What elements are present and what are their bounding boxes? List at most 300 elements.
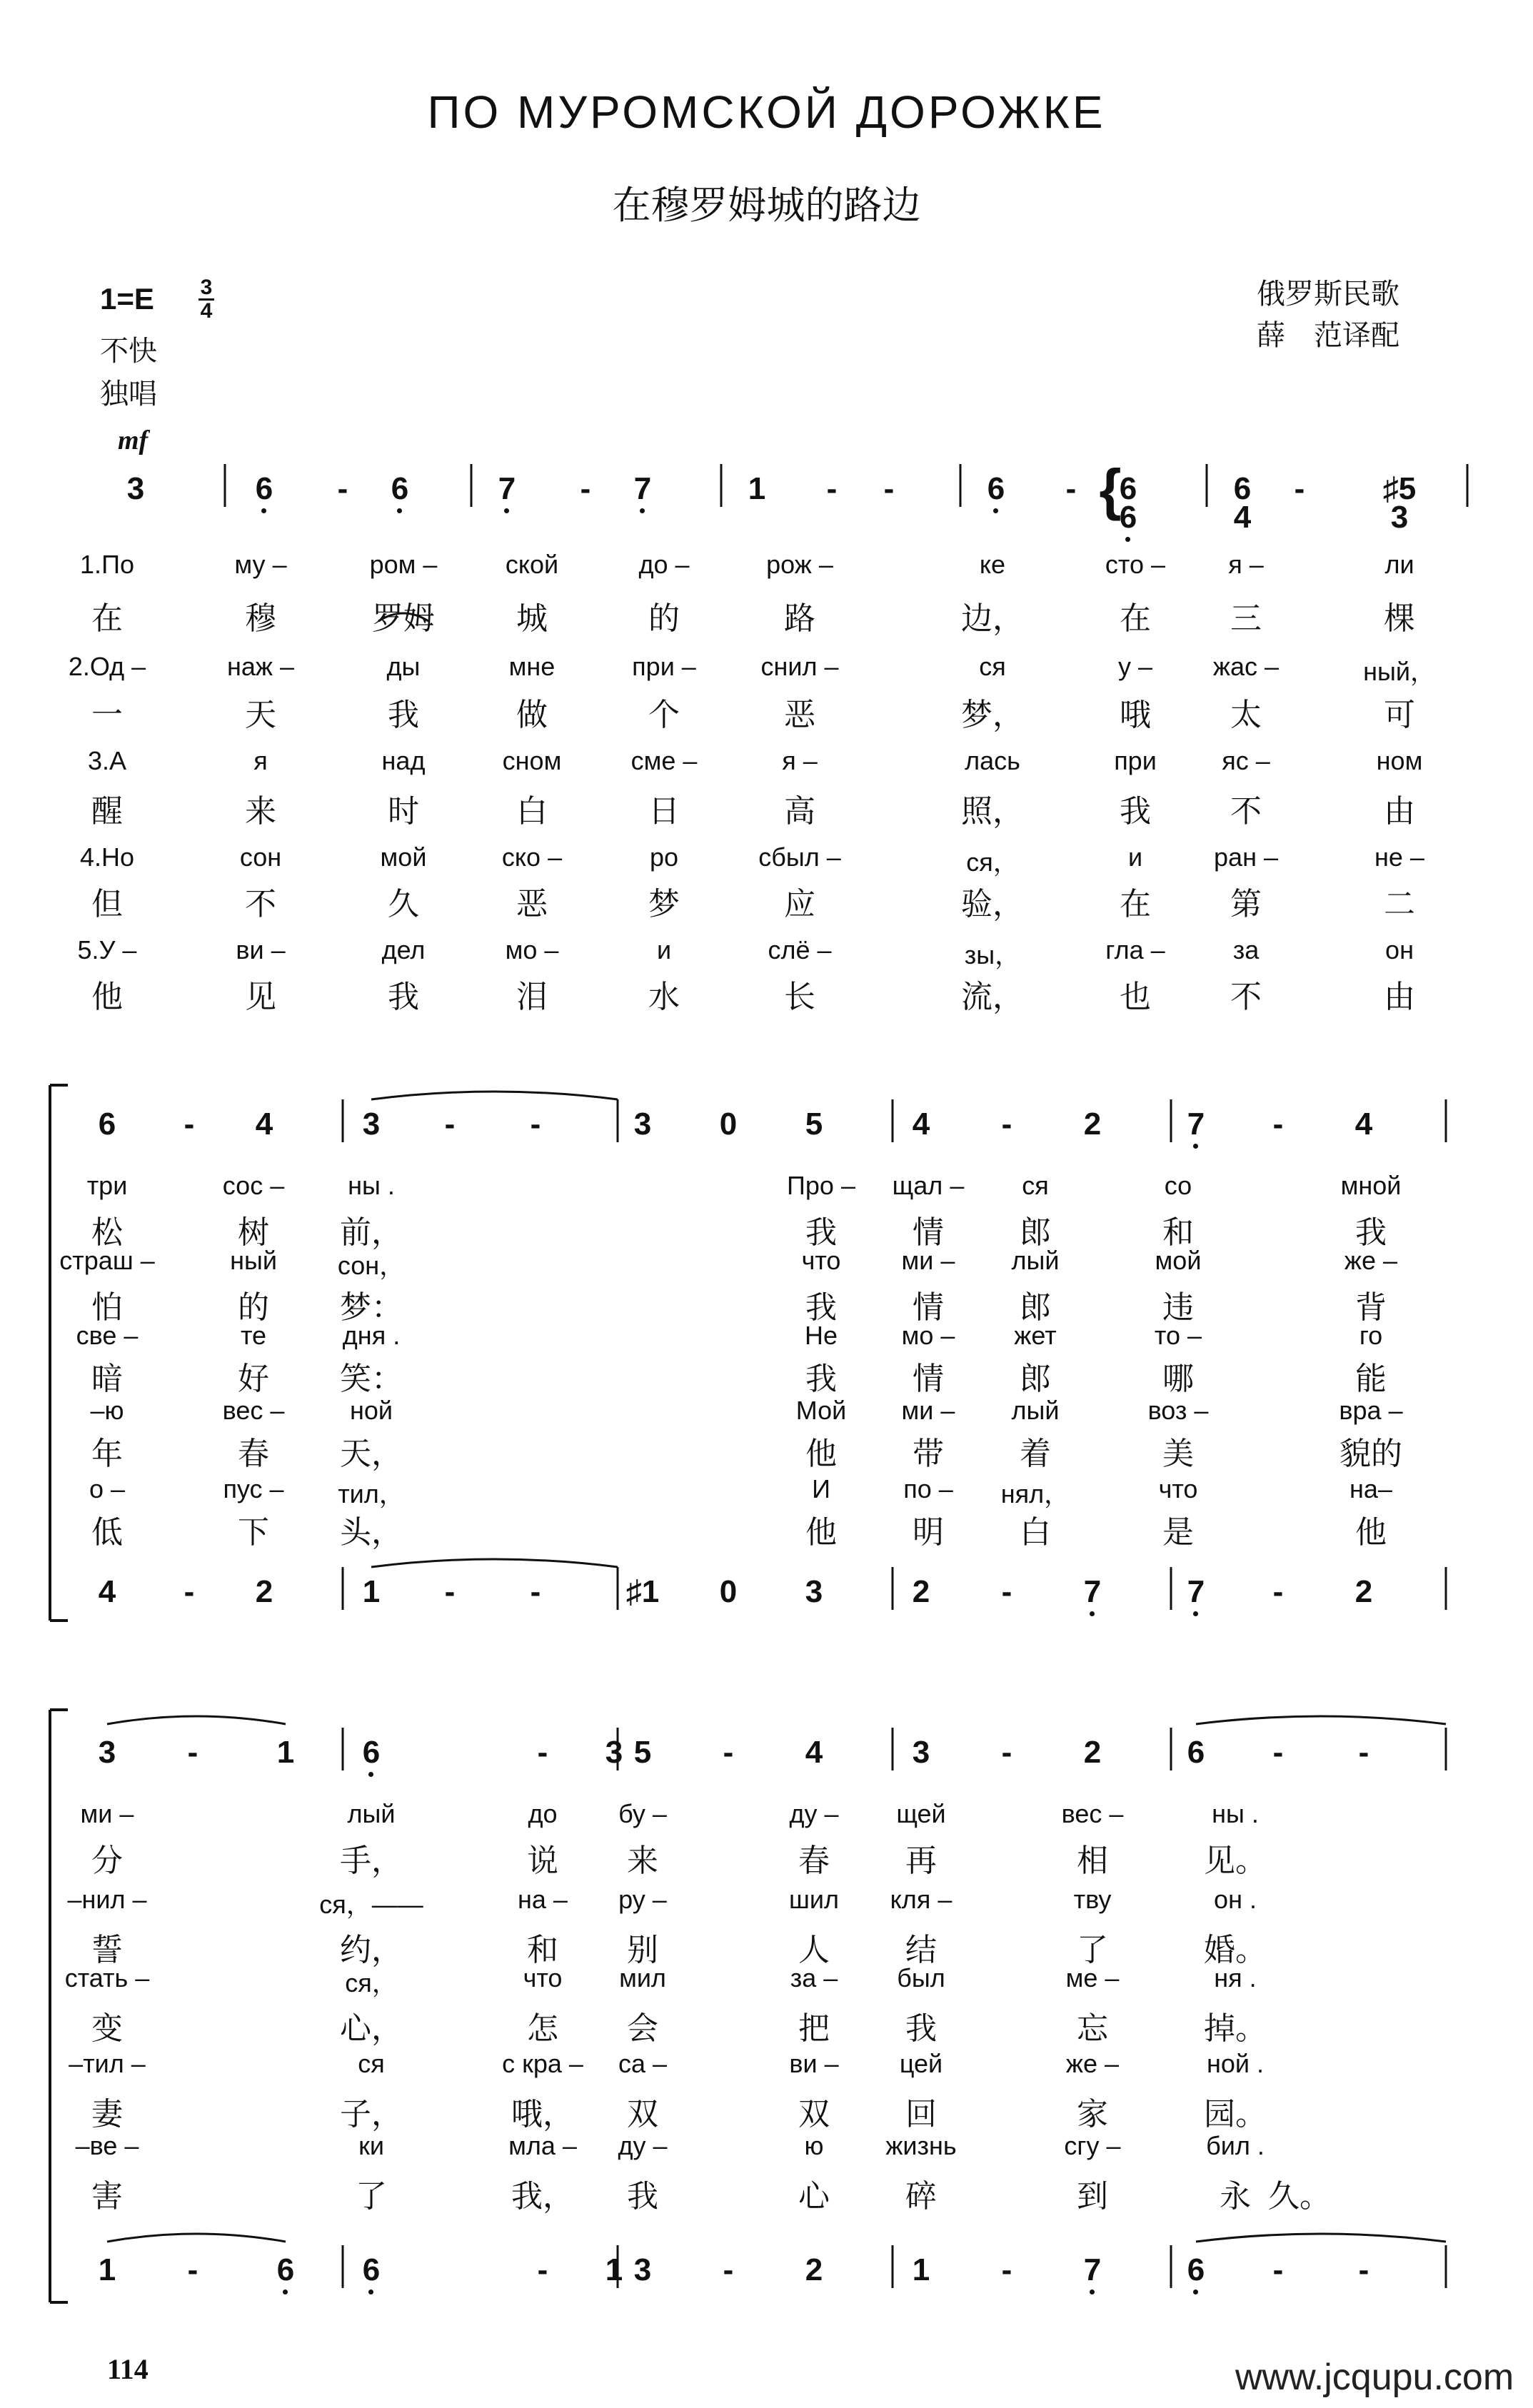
lyric-zh: 他 bbox=[805, 1514, 837, 1551]
lyric-ru: мной bbox=[1340, 1171, 1402, 1200]
lyric-ru: ся bbox=[979, 652, 1006, 681]
lyric-zh: 久 bbox=[388, 886, 419, 922]
note: - bbox=[1272, 1735, 1284, 1770]
lyric-zh: 貌的 bbox=[1340, 1436, 1402, 1472]
lyric-ru: же – bbox=[1344, 1246, 1398, 1275]
lyric-zh: 我 bbox=[1355, 1214, 1387, 1251]
lyric-ru: и bbox=[1127, 842, 1143, 872]
note: - bbox=[1001, 1735, 1012, 1770]
lyric-ru: сбыл – bbox=[758, 842, 841, 872]
note: 6 bbox=[1187, 2252, 1205, 2287]
lyric-ru: ный， bbox=[1363, 657, 1436, 686]
lyric-zh: 誓 bbox=[91, 1932, 123, 1968]
dynamic-marking: mf bbox=[118, 425, 149, 455]
lyric-zh: 人 bbox=[798, 1932, 830, 1968]
lyric-ru: ру – bbox=[618, 1885, 667, 1914]
lyric-ru: гла – bbox=[1105, 935, 1165, 964]
note: 0 bbox=[719, 1107, 738, 1142]
lyric-zh: 违 bbox=[1162, 1289, 1194, 1326]
note: - bbox=[1294, 471, 1305, 506]
note: 7 bbox=[633, 471, 652, 506]
note: 6 bbox=[1187, 1735, 1205, 1770]
lyric-ru: до bbox=[528, 1799, 558, 1828]
note: 6 bbox=[391, 471, 409, 506]
lyric-zh: 棵 bbox=[1384, 600, 1415, 637]
lyric-zh: 情 bbox=[913, 1214, 944, 1251]
lyric-ru: ран – bbox=[1214, 842, 1278, 872]
lyric-zh: 他 bbox=[1355, 1514, 1387, 1551]
lyric-ru: я – bbox=[782, 746, 818, 775]
lyric-ru: за – bbox=[790, 1963, 838, 1993]
note: 5 bbox=[805, 1107, 823, 1142]
lyric-zh: 了 bbox=[1077, 1932, 1108, 1968]
note: - bbox=[1272, 2252, 1284, 2287]
note: - bbox=[723, 2252, 734, 2287]
note: 4 bbox=[98, 1574, 116, 1609]
lyric-ru: с кра – bbox=[502, 2049, 583, 2078]
lyric-zh: 天 bbox=[245, 697, 276, 733]
note: - bbox=[444, 1107, 456, 1142]
note: 7 bbox=[1187, 1107, 1205, 1142]
lyric-zh: 穆 bbox=[245, 600, 276, 637]
note: 6 bbox=[98, 1107, 116, 1142]
lyric-zh: 不 bbox=[245, 886, 276, 922]
song-subtitle: 在穆罗姆城的路边 bbox=[612, 183, 921, 228]
lyric-ru: стать – bbox=[64, 1963, 150, 1993]
tie-arc bbox=[1196, 1716, 1446, 1724]
note: ♯5 bbox=[1382, 471, 1417, 506]
note: 3 bbox=[1390, 500, 1409, 535]
lyric-ru: ды bbox=[386, 652, 421, 681]
lyric-zh: 在 bbox=[1120, 886, 1151, 922]
lyric-ru: –ве – bbox=[75, 2131, 139, 2160]
lyric-ru: по – bbox=[903, 1474, 953, 1503]
lyric-zh: 郎 bbox=[1020, 1214, 1051, 1251]
lyric-zh: 相 bbox=[1077, 1843, 1108, 1879]
note: 2 bbox=[912, 1574, 930, 1609]
watermark: www.jcqupu.com bbox=[1235, 2357, 1514, 2398]
lyric-ru: 5.У – bbox=[77, 935, 137, 964]
note: - bbox=[537, 2252, 548, 2287]
lyric-zh: 一 bbox=[91, 697, 123, 733]
note: 2 bbox=[1083, 1735, 1102, 1770]
lyric-ru: ром – bbox=[369, 550, 438, 579]
lyric-zh: 泪 bbox=[516, 979, 548, 1015]
lyric-zh: 哦 bbox=[1120, 697, 1151, 733]
lyric-zh: 再 bbox=[905, 1843, 937, 1879]
lyric-ru: яс – bbox=[1222, 746, 1270, 775]
translator-credit: 薛 范译配 bbox=[1257, 319, 1399, 352]
lyric-ru: на– bbox=[1349, 1474, 1392, 1503]
tie-arc bbox=[371, 1559, 618, 1567]
note: 3 bbox=[126, 471, 145, 506]
lyric-zh: 碎 bbox=[905, 2178, 937, 2215]
note: 1 bbox=[276, 1735, 295, 1770]
lyric-ru: жет bbox=[1014, 1321, 1057, 1350]
lyric-ru: ро bbox=[649, 842, 679, 872]
lower-octave-dot bbox=[1193, 1611, 1198, 1616]
lyric-zh: 不 bbox=[1230, 793, 1262, 830]
lyric-zh: 长 bbox=[784, 979, 815, 1015]
lyric-zh: 我 bbox=[805, 1214, 837, 1251]
lyric-zh: 验， bbox=[961, 886, 1024, 922]
time-signature-bottom: 4 bbox=[200, 299, 213, 323]
lyric-ru: пус – bbox=[223, 1474, 284, 1503]
lyric-zh: 梦 bbox=[648, 886, 680, 922]
lyric-zh: 春 bbox=[798, 1843, 830, 1879]
lyric-ru: сто – bbox=[1105, 550, 1166, 579]
note: 7 bbox=[1083, 1574, 1102, 1609]
lyric-ru: лась bbox=[965, 746, 1020, 775]
note: 4 bbox=[255, 1107, 273, 1142]
lyric-ru: све – bbox=[76, 1321, 139, 1350]
note: - bbox=[530, 1574, 541, 1609]
lyric-zh: 家 bbox=[1077, 2096, 1108, 2132]
lyric-zh: 城 bbox=[516, 600, 548, 637]
note: 5 bbox=[633, 1735, 652, 1770]
lyric-ru: –ю bbox=[90, 1396, 124, 1425]
note: 2 bbox=[1083, 1107, 1102, 1142]
lyric-zh: 子， bbox=[340, 2096, 403, 2132]
note: - bbox=[337, 471, 348, 506]
lyric-zh: 掉。 bbox=[1204, 2010, 1267, 2047]
lyric-ru: щал – bbox=[892, 1171, 965, 1200]
lyric-ru: –тил – bbox=[69, 2049, 146, 2078]
lyric-ru: нял， bbox=[1000, 1479, 1070, 1508]
lyric-zh: 可 bbox=[1384, 697, 1415, 733]
note: 6 bbox=[255, 471, 273, 506]
time-signature-top: 3 bbox=[200, 276, 213, 299]
lyric-ru: ный bbox=[230, 1246, 277, 1275]
lyric-ru: страш – bbox=[59, 1246, 155, 1275]
lyric-ru: Мой bbox=[795, 1396, 847, 1425]
note: 3 bbox=[605, 1735, 623, 1770]
note: - bbox=[723, 1735, 734, 1770]
lower-octave-dot bbox=[993, 508, 998, 513]
lyric-zh: 白 bbox=[1020, 1514, 1051, 1551]
lyric-ru: сон， bbox=[337, 1251, 406, 1280]
lyric-ru: ю bbox=[804, 2131, 824, 2160]
lyric-zh: 天， bbox=[340, 1436, 403, 1472]
note: 4 bbox=[1354, 1107, 1373, 1142]
lyric-zh: 他 bbox=[91, 979, 123, 1015]
note: 7 bbox=[498, 471, 516, 506]
lyric-ru: ся， bbox=[966, 847, 1019, 877]
lyric-zh: 我 bbox=[388, 979, 419, 1015]
lyric-zh: 照， bbox=[961, 793, 1024, 830]
lyric-zh: 醒 bbox=[91, 793, 123, 830]
performance-marking: 独唱 bbox=[100, 378, 157, 410]
lyric-zh: 太 bbox=[1230, 697, 1262, 733]
lyric-zh: 永 bbox=[1220, 2178, 1251, 2215]
lyric-zh: 梦： bbox=[340, 1289, 403, 1326]
lyric-ru: что bbox=[801, 1246, 841, 1275]
lyric-ru: он bbox=[1385, 935, 1414, 964]
lyric-zh: 明 bbox=[913, 1514, 944, 1551]
lyric-zh: 怕 bbox=[91, 1289, 123, 1326]
lyric-ru: слё – bbox=[768, 935, 832, 964]
lyric-zh: 我， bbox=[511, 2178, 574, 2215]
lyric-zh: 流， bbox=[961, 979, 1024, 1015]
lyric-zh: 园。 bbox=[1204, 2096, 1267, 2132]
lyric-ru: что bbox=[523, 1963, 563, 1993]
lyric-ru: ся， bbox=[345, 1968, 398, 1998]
lyric-zh: 见 bbox=[245, 979, 276, 1015]
lyric-ru: ной bbox=[349, 1396, 393, 1425]
lyric-zh: 久。 bbox=[1268, 2178, 1331, 2215]
lyric-zh: 但 bbox=[91, 886, 123, 922]
note: ♯1 bbox=[625, 1574, 660, 1609]
lyric-ru: ду – bbox=[618, 2131, 668, 2160]
note: 3 bbox=[912, 1735, 930, 1770]
lyric-zh: 的 bbox=[238, 1289, 269, 1326]
lower-octave-dot bbox=[1090, 1611, 1095, 1616]
lyric-zh: 我 bbox=[627, 2178, 658, 2215]
lyric-zh: 说 bbox=[527, 1843, 558, 1879]
note: - bbox=[537, 1735, 548, 1770]
lyric-ru: мне bbox=[508, 652, 556, 681]
lyric-zh: 水 bbox=[648, 979, 680, 1015]
note: - bbox=[1358, 1735, 1369, 1770]
lyric-ru: же – bbox=[1065, 2049, 1120, 2078]
lyric-ru: до – bbox=[638, 550, 690, 579]
lower-octave-dot bbox=[1193, 2289, 1198, 2294]
lyric-ru: наж – bbox=[226, 652, 295, 681]
lyric-ru: вра – bbox=[1339, 1396, 1403, 1425]
lyric-ru: ны . bbox=[1212, 1799, 1259, 1828]
note: 7 bbox=[1083, 2252, 1102, 2287]
lyric-zh: 来 bbox=[245, 793, 276, 830]
note: - bbox=[1272, 1574, 1284, 1609]
lyric-zh: 三 bbox=[1230, 600, 1262, 637]
lyric-ru: ду – bbox=[789, 1799, 839, 1828]
lyric-zh: 哪 bbox=[1162, 1361, 1194, 1397]
tie-arc bbox=[1196, 2234, 1446, 2242]
lyric-zh: 由 bbox=[1384, 793, 1415, 830]
lyric-ru: ном bbox=[1376, 746, 1423, 775]
note: - bbox=[444, 1574, 456, 1609]
lyric-ru: ви – bbox=[236, 935, 286, 964]
note: - bbox=[1065, 471, 1077, 506]
note: 3 bbox=[362, 1107, 381, 1142]
lyric-zh: 恶 bbox=[784, 697, 815, 733]
lyric-ru: мо – bbox=[901, 1321, 955, 1350]
lyric-ru: мой bbox=[380, 842, 427, 872]
note: 1 bbox=[362, 1574, 381, 1609]
lyric-ru: что bbox=[1158, 1474, 1198, 1503]
lyric-ru: на – bbox=[518, 1885, 568, 1914]
note: - bbox=[184, 1574, 195, 1609]
lyric-ru: сгу – bbox=[1064, 2131, 1121, 2160]
lyric-zh: 情 bbox=[913, 1361, 944, 1397]
lower-octave-dot bbox=[368, 1772, 373, 1777]
lyric-ru: вес – bbox=[1061, 1799, 1124, 1828]
lyric-ru: зы， bbox=[964, 940, 1021, 969]
lyric-ru: шил bbox=[789, 1885, 839, 1914]
lyric-zh: 我 bbox=[1120, 793, 1151, 830]
lyric-zh: 着 bbox=[1020, 1436, 1051, 1472]
lyric-zh: 的 bbox=[648, 600, 680, 637]
lyric-ru: три bbox=[86, 1171, 128, 1200]
lyric-ru: цей bbox=[899, 2049, 943, 2078]
lyric-zh: 暗 bbox=[91, 1361, 123, 1397]
note: 1 bbox=[748, 471, 766, 506]
lyric-ru: мо – bbox=[505, 935, 559, 964]
note: 1 bbox=[98, 2252, 116, 2287]
lyric-ru: мил bbox=[619, 1963, 666, 1993]
lyric-zh: 我 bbox=[805, 1361, 837, 1397]
lyric-zh: 笑： bbox=[340, 1361, 403, 1397]
lyric-ru: рож – bbox=[766, 550, 833, 579]
lower-octave-dot bbox=[640, 508, 645, 513]
lyric-ru: мла – bbox=[508, 2131, 577, 2160]
lyric-ru: я bbox=[253, 746, 268, 775]
lyric-ru: му – bbox=[234, 550, 287, 579]
lyric-zh: 应 bbox=[784, 886, 815, 922]
note: 1 bbox=[605, 2252, 623, 2287]
note: 6 bbox=[1119, 471, 1137, 506]
lyric-zh: 边， bbox=[961, 600, 1024, 637]
lyric-ru: ли bbox=[1384, 550, 1414, 579]
lyric-ru: я – bbox=[1228, 550, 1264, 579]
slur bbox=[107, 2234, 286, 2242]
note: 4 bbox=[912, 1107, 930, 1142]
lyric-zh: 在 bbox=[1120, 600, 1151, 637]
lyric-ru: ся，—— bbox=[319, 1890, 423, 1919]
lyric-zh: 哦， bbox=[511, 2096, 574, 2132]
note: - bbox=[1001, 2252, 1012, 2287]
lyric-ru: 1.По bbox=[80, 550, 134, 579]
lyric-zh: 好 bbox=[238, 1361, 269, 1397]
note: - bbox=[826, 471, 838, 506]
lyric-zh: 日 bbox=[648, 793, 680, 830]
lyric-zh: 美 bbox=[1162, 1436, 1194, 1472]
note: - bbox=[1001, 1574, 1012, 1609]
lyric-ru: снил – bbox=[760, 652, 839, 681]
lyric-zh: 了 bbox=[356, 2178, 387, 2215]
note: 3 bbox=[98, 1735, 116, 1770]
key-signature: 1=E bbox=[100, 282, 154, 316]
lyric-ru: ся bbox=[1022, 1171, 1049, 1200]
lyric-ru: над bbox=[381, 746, 426, 775]
tempo-marking: 不快 bbox=[100, 335, 157, 368]
note: 6 bbox=[1233, 471, 1252, 506]
lyric-zh: 头， bbox=[340, 1514, 403, 1551]
lyric-zh: 前， bbox=[340, 1214, 403, 1251]
lyric-ru: кля – bbox=[890, 1885, 953, 1914]
lyric-zh: 时 bbox=[388, 793, 419, 830]
lyric-zh: 妻 bbox=[91, 2096, 123, 2132]
slur bbox=[107, 1716, 286, 1724]
lyric-ru: 2.Од – bbox=[68, 652, 146, 681]
lyric-zh: 双 bbox=[798, 2096, 830, 2132]
note: - bbox=[530, 1107, 541, 1142]
lyric-zh: 他 bbox=[805, 1436, 837, 1472]
lyric-ru: И bbox=[812, 1474, 830, 1503]
lyric-ru: вес – bbox=[222, 1396, 285, 1425]
lyric-zh: 来 bbox=[627, 1843, 658, 1879]
note: 4 bbox=[1233, 500, 1252, 535]
lyric-zh: 第 bbox=[1230, 886, 1262, 922]
lyric-zh: 郎 bbox=[1020, 1361, 1051, 1397]
note: - bbox=[1272, 1107, 1284, 1142]
lyric-zh: 白 bbox=[516, 793, 548, 830]
lyric-ru: ки bbox=[358, 2131, 384, 2160]
lyric-zh: 心， bbox=[340, 2010, 403, 2047]
song-title: ПО МУРОМСКОЙ ДОРОЖКЕ bbox=[427, 86, 1106, 138]
lyric-ru: при – bbox=[632, 652, 696, 681]
note: 0 bbox=[719, 1574, 738, 1609]
note: - bbox=[883, 471, 895, 506]
lyric-ru: ми – bbox=[901, 1396, 955, 1425]
lyric-ru: сон bbox=[239, 842, 282, 872]
origin-credit: 俄罗斯民歌 bbox=[1257, 278, 1399, 311]
lyric-ru: за bbox=[1232, 935, 1260, 964]
lyric-ru: щей bbox=[896, 1799, 946, 1828]
lower-octave-dot bbox=[1125, 537, 1130, 542]
lyric-zh: 路 bbox=[784, 600, 815, 637]
lyric-ru: лый bbox=[347, 1799, 396, 1828]
lower-octave-dot bbox=[1090, 2289, 1095, 2294]
lyric-zh: 我 bbox=[805, 1289, 837, 1326]
lyric-ru: бил . bbox=[1206, 2131, 1265, 2160]
lyric-ru: 3.А bbox=[87, 746, 127, 775]
note: - bbox=[580, 471, 591, 506]
lyric-zh: 约， bbox=[340, 1932, 403, 1968]
note: 6 bbox=[1119, 500, 1137, 535]
lyric-ru: сос – bbox=[222, 1171, 285, 1200]
lyric-zh: 个 bbox=[648, 697, 680, 733]
lyric-ru: тву bbox=[1073, 1885, 1112, 1914]
lyric-ru: ской bbox=[505, 550, 559, 579]
lyric-ru: Не bbox=[804, 1321, 838, 1350]
lyric-zh: 到 bbox=[1077, 2178, 1108, 2215]
lyric-ru: жас – bbox=[1212, 652, 1280, 681]
lyric-ru: воз – bbox=[1147, 1396, 1209, 1425]
lyric-ru: ме – bbox=[1065, 1963, 1120, 1993]
lyric-zh: 结 bbox=[905, 1932, 937, 1968]
note: 2 bbox=[255, 1574, 273, 1609]
note: - bbox=[187, 1735, 198, 1770]
lyric-zh: 和 bbox=[527, 1932, 558, 1968]
note: 6 bbox=[362, 2252, 381, 2287]
lyric-ru: при bbox=[1114, 746, 1157, 775]
note: - bbox=[1358, 2252, 1369, 2287]
note: 4 bbox=[805, 1735, 823, 1770]
lower-octave-dot bbox=[504, 508, 509, 513]
lyric-zh: 下 bbox=[238, 1514, 269, 1551]
lyric-zh: 在 bbox=[91, 600, 123, 637]
lyric-ru: дня . bbox=[342, 1321, 401, 1350]
lyric-ru: дел bbox=[381, 935, 426, 964]
lyric-zh: 高 bbox=[784, 793, 815, 830]
lyric-ru: со bbox=[1164, 1171, 1192, 1200]
note: 3 bbox=[805, 1574, 823, 1609]
lower-octave-dot bbox=[261, 508, 266, 513]
lyric-zh: 罗姆 bbox=[372, 600, 435, 637]
lyric-zh: 分 bbox=[91, 1843, 123, 1879]
note: 6 bbox=[276, 2252, 295, 2287]
lyric-zh: 由 bbox=[1384, 979, 1415, 1015]
lyric-zh: 会 bbox=[627, 2010, 658, 2047]
lyric-zh: 把 bbox=[798, 2010, 830, 2047]
lower-octave-dot bbox=[397, 508, 402, 513]
lyric-ru: –нил – bbox=[67, 1885, 147, 1914]
note: 2 bbox=[1354, 1574, 1373, 1609]
lyric-ru: жизнь bbox=[885, 2131, 957, 2160]
lyric-zh: 不 bbox=[1230, 979, 1262, 1015]
lyric-zh: 松 bbox=[91, 1214, 123, 1251]
